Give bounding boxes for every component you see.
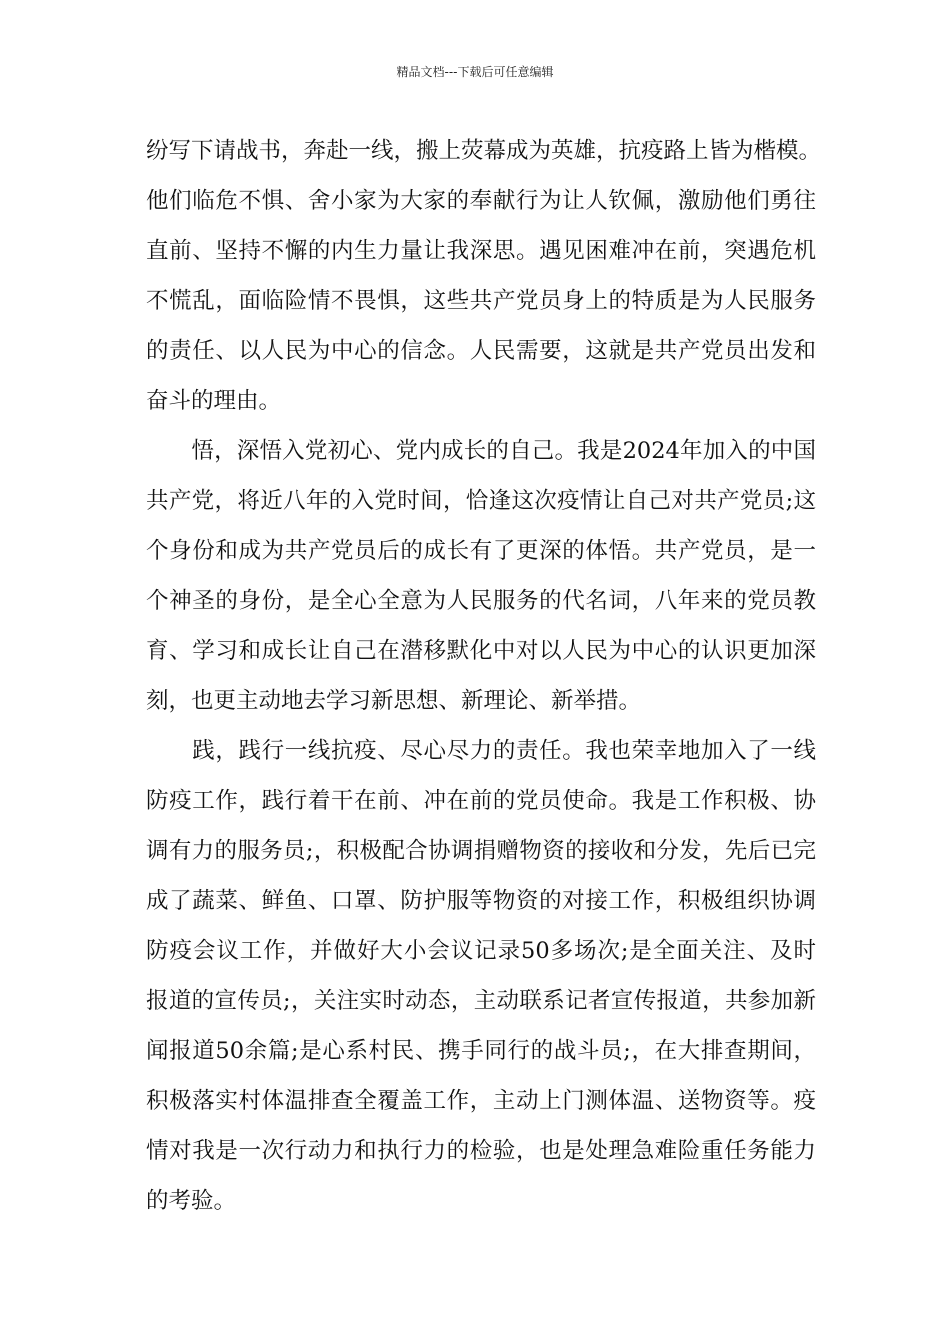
paragraph-2 — [146, 426, 816, 726]
text-line: 刻，也更主动地去学习新思想、新理论、新举措。 — [146, 688, 642, 714]
paragraph-1 — [146, 126, 822, 426]
text-line: 不慌乱，面临险情不畏惧，这些共产党员身上的特质是为人民服务 — [146, 288, 816, 314]
text-line: 纷写下请战书，奔赴一线，搬上荧幕成为英雄，抗疫路上皆为楷模。 — [146, 138, 822, 164]
text-line: 共产党，将近八年的入党时间，恰逢这次疫情让自己对共产党员;这 — [146, 488, 816, 514]
text-line: 育、学习和成长让自己在潜移默化中对以人民为中心的认识更加深 — [146, 638, 816, 664]
text-line: 奋斗的理由。 — [146, 388, 282, 414]
text-line: 践，践行一线抗疫、尽心尽力的责任。我也荣幸地加入了一线 — [146, 738, 816, 764]
text-line: 防疫工作，践行着干在前、冲在前的党员使命。我是工作积极、协 — [146, 788, 816, 814]
text-line: 个身份和成为共产党员后的成长有了更深的体悟。共产党员，是一 — [146, 538, 816, 564]
text-line: 防疫会议工作，并做好大小会议记录50多场次;是全面关注、及时 — [146, 938, 816, 964]
paragraph-3 — [146, 726, 816, 1226]
text-line: 调有力的服务员;，积极配合协调捐赠物资的接收和分发，先后已完 — [146, 838, 816, 864]
text-line: 成了蔬菜、鲜鱼、口罩、防护服等物资的对接工作，积极组织协调 — [146, 888, 816, 914]
text-line: 积极落实村体温排查全覆盖工作，主动上门测体温、送物资等。疫 — [146, 1088, 816, 1114]
text-line: 的考验。 — [146, 1188, 237, 1214]
document-body — [146, 126, 822, 1226]
text-line: 直前、坚持不懈的内生力量让我深思。遇见困难冲在前，突遇危机 — [146, 238, 816, 264]
page-header: 精品文档---下载后可任意编辑 — [396, 65, 554, 79]
text-line: 的责任、以人民为中心的信念。人民需要，这就是共产党员出发和 — [146, 338, 816, 364]
text-line: 悟，深悟入党初心、党内成长的自己。我是2024年加入的中国 — [146, 438, 816, 464]
text-line: 情对我是一次行动力和执行力的检验，也是处理急难险重任务能力 — [146, 1138, 816, 1164]
text-line: 闻报道50余篇;是心系村民、携手同行的战斗员;，在大排查期间， — [146, 1038, 816, 1064]
text-line: 他们临危不惧、舍小家为大家的奉献行为让人钦佩，激励他们勇往 — [146, 188, 816, 214]
text-line: 个神圣的身份，是全心全意为人民服务的代名词，八年来的党员教 — [146, 588, 816, 614]
text-line: 报道的宣传员;，关注实时动态，主动联系记者宣传报道，共参加新 — [146, 988, 816, 1014]
